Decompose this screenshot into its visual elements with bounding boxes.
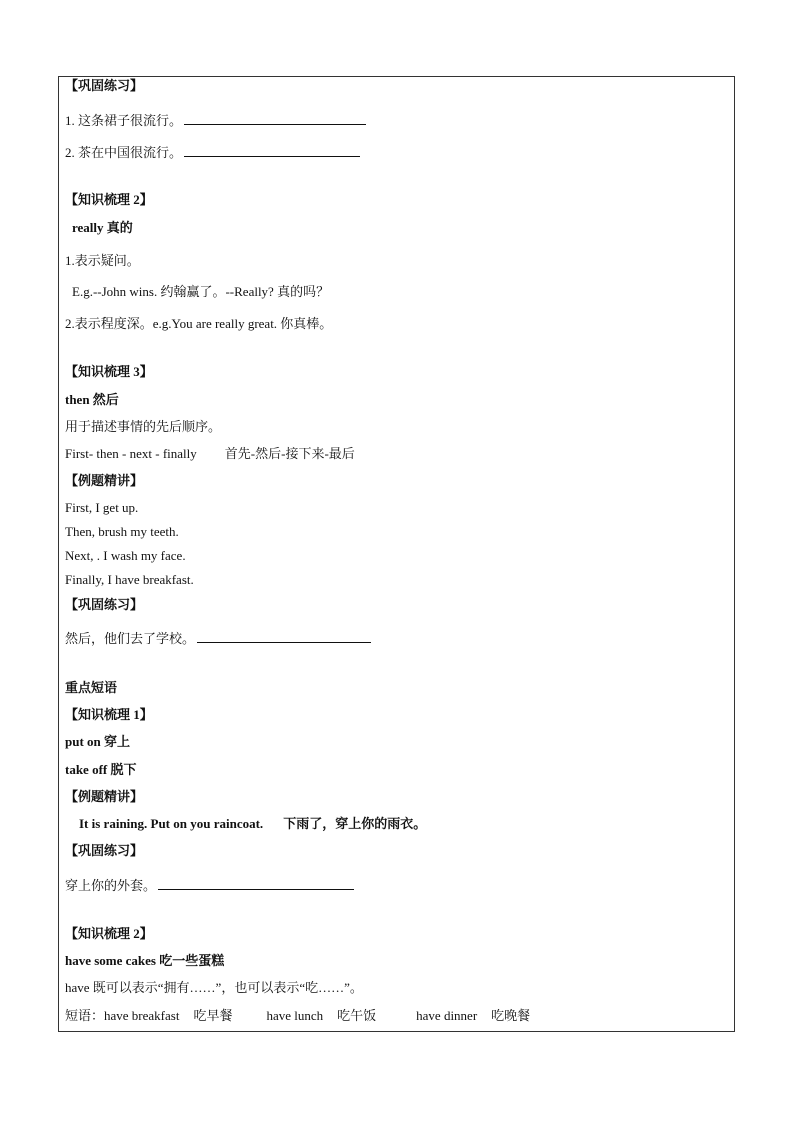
phrase-3-cn: 吃晚餐	[491, 1008, 531, 1023]
have-phrases-line	[65, 1008, 530, 1024]
then-sequence	[65, 446, 355, 462]
really-usage-1: 1.表示疑问。	[65, 253, 140, 268]
answer-blank-1[interactable]	[184, 112, 366, 125]
question-2	[65, 144, 360, 161]
knowledge-heading-p1: 【知识梳理 1】	[65, 707, 153, 722]
phrase-1-en: have breakfast	[104, 1008, 180, 1023]
knowledge-heading-3: 【知识梳理 3】	[65, 364, 153, 379]
answer-blank-3[interactable]	[197, 630, 371, 643]
practice-heading: 【巩固练习】	[65, 78, 144, 93]
example-line-1: First, I get up.	[65, 500, 139, 515]
example-heading-1: 【例题精讲】	[65, 473, 144, 488]
then-sequence-cn: 首先-然后-接下来-最后	[224, 446, 355, 461]
example-line-4: Finally, I have breakfast.	[65, 572, 194, 587]
example-2-english: It is raining. Put on you raincoat.	[79, 816, 264, 831]
practice-heading-3: 【巩固练习】	[65, 843, 144, 858]
take-off-phrase: take off 脱下	[65, 762, 137, 777]
have-some-cakes-phrase: have some cakes 吃一些蛋糕	[65, 953, 225, 968]
phrase-3-en: have dinner	[416, 1008, 478, 1023]
example-2-chinese: 下雨了，穿上你的雨衣。	[283, 816, 427, 831]
then-sequence-en: First- then - next - finally	[65, 446, 197, 461]
example-line-3: Next, . I wash my face.	[65, 548, 186, 563]
phrase-2-cn: 吃午饭	[337, 1008, 377, 1023]
phrase-2-en: have lunch	[266, 1008, 324, 1023]
question-3-text: 然后，他们去了学校。	[65, 631, 196, 646]
example-line-2: Then, brush my teeth.	[65, 524, 179, 539]
phrases-label: 短语：	[65, 1008, 105, 1023]
then-usage: 用于描述事情的先后顺序。	[65, 419, 222, 434]
example-2-sentence	[79, 816, 426, 832]
phrase-1-cn: 吃早餐	[193, 1008, 233, 1023]
question-4-text: 穿上你的外套。	[65, 878, 157, 893]
have-usage: have 既可以表示“拥有……”，也可以表示“吃……”。	[65, 980, 363, 995]
example-heading-2: 【例题精讲】	[65, 789, 144, 804]
answer-blank-2[interactable]	[184, 144, 360, 157]
really-usage-2: 2.表示程度深。e.g.You are really great. 你真棒。	[65, 316, 333, 331]
question-1	[65, 112, 366, 129]
question-4	[65, 877, 354, 894]
question-2-text: 2. 茶在中国很流行。	[65, 145, 183, 160]
really-example-1: E.g.--John wins. 约翰赢了。--Really? 真的吗？	[72, 284, 330, 299]
knowledge-heading-p2: 【知识梳理 2】	[65, 926, 153, 941]
question-3	[65, 630, 371, 647]
knowledge-heading-2: 【知识梳理 2】	[65, 192, 153, 207]
question-1-text: 1. 这条裙子很流行。	[65, 113, 183, 128]
answer-blank-4[interactable]	[158, 877, 354, 890]
key-phrases-heading: 重点短语	[65, 680, 118, 695]
really-keyword: really 真的	[72, 220, 133, 235]
then-keyword: then 然后	[65, 392, 119, 407]
put-on-phrase: put on 穿上	[65, 734, 131, 749]
practice-heading-2: 【巩固练习】	[65, 597, 144, 612]
